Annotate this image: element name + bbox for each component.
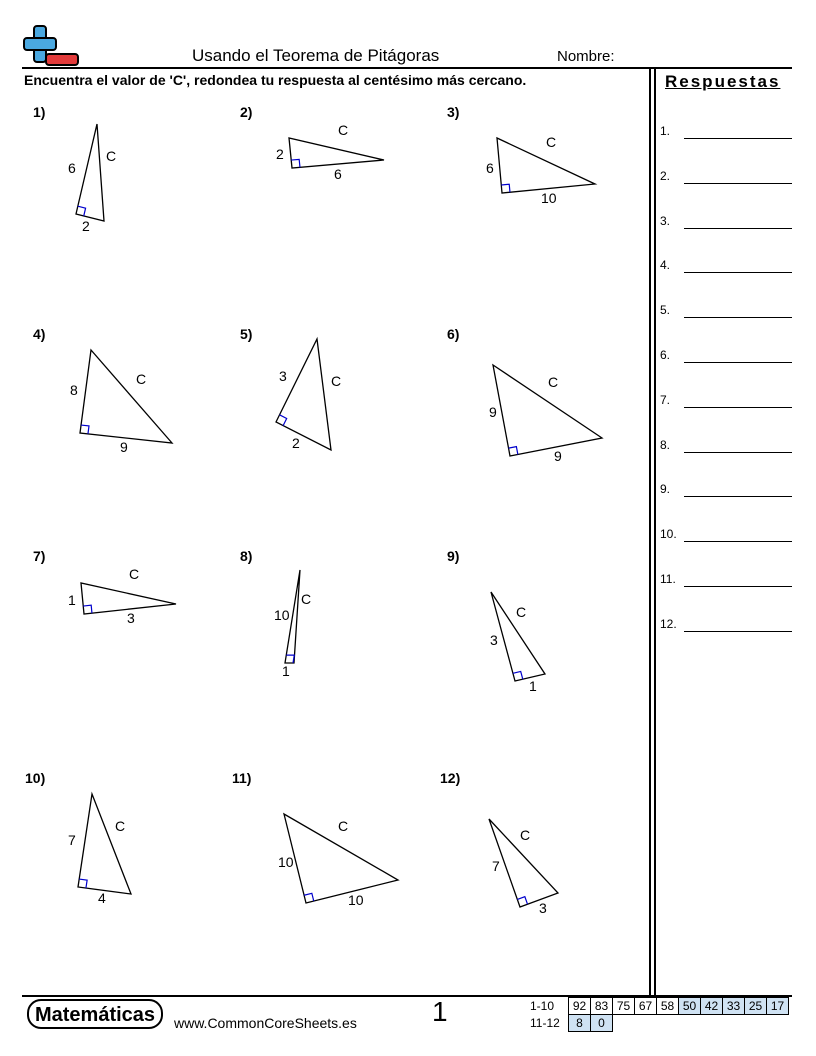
hypotenuse-label: C: [548, 374, 559, 390]
leg-label: 10: [274, 607, 290, 623]
answer-number: 6.: [660, 348, 671, 362]
leg-label: 3: [127, 610, 135, 626]
right-angle-mark: [291, 159, 300, 167]
answer-number: 3.: [660, 213, 671, 228]
score-range-label: 1-10: [530, 999, 555, 1013]
right-angle-mark: [83, 605, 92, 613]
site-url: www.CommonCoreSheets.es: [174, 1015, 357, 1031]
hypotenuse-label: C: [115, 818, 126, 834]
score-cell: 0: [591, 1015, 613, 1032]
answer-number: 10.: [660, 527, 677, 542]
leg-label: 6: [68, 160, 76, 176]
answers-title: Respuestas: [665, 72, 781, 91]
leg-label: 6: [486, 160, 494, 176]
score-cell: 8: [569, 1015, 591, 1032]
leg-label: 1: [529, 678, 537, 694]
problem-number: 1): [33, 104, 46, 120]
hypotenuse-label: C: [516, 604, 527, 620]
brand-badge: Matemáticas: [27, 999, 163, 1029]
problem-number: 4): [33, 326, 46, 342]
score-range-label: 11-12: [530, 1016, 560, 1030]
right-angle-mark: [501, 184, 510, 192]
answer-number: 12.: [660, 616, 677, 631]
score-cell: 42: [701, 998, 723, 1015]
problem-number: 10): [25, 770, 46, 786]
leg-label: 3: [490, 632, 498, 648]
right-triangle: [80, 350, 172, 443]
score-cell: 92: [569, 998, 591, 1015]
hypotenuse-label: C: [338, 122, 349, 138]
score-table: [530, 997, 789, 1032]
leg-label: 7: [68, 832, 76, 848]
right-triangle: [78, 794, 131, 894]
leg-label: 8: [70, 382, 78, 398]
score-cell: 58: [657, 998, 679, 1015]
leg-label: 10: [348, 892, 364, 908]
leg-label: 3: [539, 900, 547, 916]
leg-label: 1: [68, 592, 76, 608]
score-cell: 67: [635, 998, 657, 1015]
problem-number: 9): [447, 548, 460, 564]
hypotenuse-label: C: [136, 371, 147, 387]
name-label: Nombre:: [557, 48, 615, 65]
score-cell: 25: [745, 998, 767, 1015]
answer-number: 1.: [660, 124, 671, 138]
problem-number: 11): [232, 770, 252, 786]
answer-number: 7.: [660, 392, 671, 407]
leg-label: 2: [82, 218, 90, 234]
answer-number: 4.: [660, 258, 671, 273]
problem-number: 7): [33, 548, 46, 564]
answer-number: 9.: [660, 482, 671, 497]
hypotenuse-label: C: [129, 566, 140, 582]
leg-label: 2: [276, 146, 284, 162]
problem-number: 3): [447, 104, 460, 120]
leg-label: 7: [492, 858, 500, 874]
page-number: 1: [432, 996, 448, 1027]
hypotenuse-label: C: [331, 373, 342, 389]
problem-number: 5): [240, 326, 253, 342]
leg-label: 2: [292, 435, 300, 451]
score-cell: 83: [591, 998, 613, 1015]
score-cell: 75: [613, 998, 635, 1015]
hypotenuse-label: C: [520, 827, 531, 843]
hypotenuse-label: C: [546, 134, 557, 150]
leg-label: 1: [282, 663, 290, 679]
leg-label: 9: [120, 439, 128, 455]
score-row: [530, 1015, 789, 1032]
right-triangle: [276, 339, 331, 450]
leg-label: 9: [554, 448, 562, 464]
leg-label: 4: [98, 890, 106, 906]
answer-number: 5.: [660, 303, 671, 318]
problem-number: 6): [447, 326, 460, 342]
answer-number: 2.: [660, 168, 671, 183]
problem-number: 2): [240, 104, 253, 120]
right-angle-mark: [81, 425, 89, 434]
hypotenuse-label: C: [338, 818, 349, 834]
score-cell: 17: [767, 998, 789, 1015]
problem-number: 12): [440, 770, 461, 786]
worksheet-title: Usando el Teorema de Pitágoras: [192, 46, 440, 65]
instructions: Encuentra el valor de 'C', redondea tu respuesta al centésimo más cercano.: [24, 72, 527, 88]
leg-label: 10: [278, 854, 294, 870]
hypotenuse-label: C: [106, 148, 117, 164]
score-cell: 33: [723, 998, 745, 1015]
leg-label: 10: [541, 190, 557, 206]
score-cell: 50: [679, 998, 701, 1015]
leg-label: 3: [279, 368, 287, 384]
problem-number: 8): [240, 548, 253, 564]
answer-number: 11.: [660, 572, 676, 586]
right-triangle: [289, 138, 384, 168]
answer-number: 8.: [660, 437, 671, 452]
leg-label: 9: [489, 404, 497, 420]
hypotenuse-label: C: [301, 591, 312, 607]
right-angle-mark: [286, 655, 294, 663]
score-row: [530, 998, 789, 1015]
leg-label: 6: [334, 166, 342, 182]
